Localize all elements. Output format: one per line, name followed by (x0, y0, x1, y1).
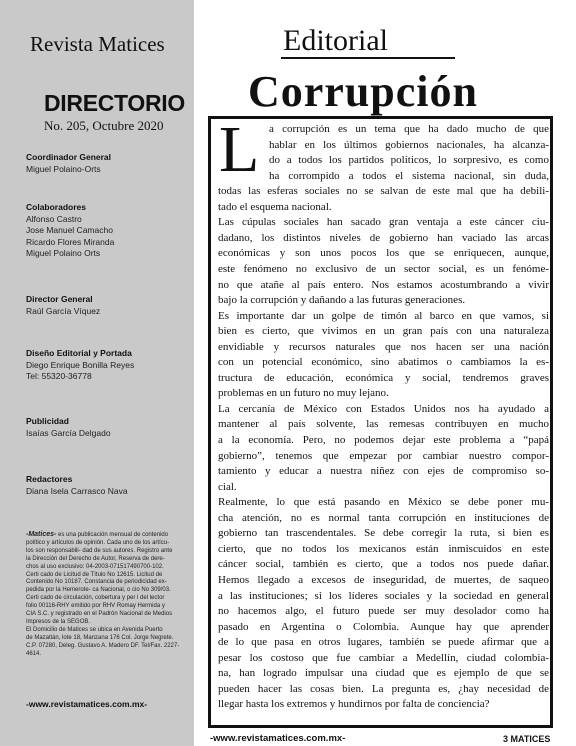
issue-number: No. 205, Octubre 2020 (44, 118, 164, 133)
article-line: bien es cierto, que vivimos en un gran país con una naturaleza (218, 325, 549, 338)
article-line: gobierno tan trascendentales. Se debe corregir la ruta, si bien es (218, 527, 549, 540)
article-body (208, 116, 553, 728)
credit-heading: Coordinador General (26, 152, 112, 162)
article-line: con un potencial económico, sino abatimos o cambiamos la es- (218, 356, 549, 369)
drop-cap: L (219, 116, 260, 186)
legal-line: pedida por la Hemerote- ca Nacional, o cio No 309/03. (26, 587, 171, 594)
legal-line: folio 00116-RHY emitido por RHV Romay Hermida y (26, 603, 165, 610)
credit-heading: Publicidad (26, 416, 69, 426)
credit-name: Miguel Polaino Orts (26, 248, 101, 258)
article-line: a corrupción es un tema que ha dado mucho de que (269, 123, 549, 135)
legal-line: político y artículos de opinión. Cada uno de los artícu- (26, 539, 170, 546)
section-underline (281, 57, 455, 59)
credit-name: Jose Manuel Camacho (26, 225, 113, 235)
footer-website-link[interactable]: -www.revistamatices.com.mx- (210, 733, 346, 744)
sidebar-website-link[interactable]: -www.revistamatices.com.mx- (26, 699, 148, 709)
legal-line: chos al uso exclusivo: 04-2003-071517490700-102. (26, 563, 164, 570)
article-line: todas las esferas sociales no se salvan de este mal que ha debili- (218, 185, 549, 198)
legal-line: Contenido No 10187. Constancia de periodicidad ex- (26, 579, 167, 586)
credit-redactores (26, 474, 191, 497)
article-line: este fenómeno no exclusivo de un sector social, es un fenóme- (218, 262, 549, 275)
page-number: 3 MATICES (503, 734, 551, 744)
article-line: problemas en un futuro no muy lejano. (218, 387, 389, 400)
article-line: ha corrompido a todos el sistema nacional, sin duda, (269, 169, 549, 182)
article-line: mantener al país solvente, las remesas contribuyen en mucho (218, 418, 549, 431)
credit-name: Ricardo Flores Miranda (26, 236, 115, 247)
article-line: tructura de educación, económica y social, tendremos graves (218, 371, 549, 384)
article-line: tado el esquema nacional. (218, 200, 332, 213)
article-line: bajo la corrupción y dañando a las futuras generaciones. (218, 294, 466, 307)
article-line: dadano, los distintos niveles de gobierno han vaciado las arcas (218, 231, 549, 244)
article-line: na, han logrado impulsar una ciudad que es ejemplo de que se (218, 667, 549, 680)
article-line: pesar los costoso que fue cambiar a Medellín, ciudad colombia- (218, 651, 549, 664)
legal-brand: -Matices- (26, 531, 57, 538)
legal-line: C.P. 07280, Deleg. Gustavo A. Madero DF. Tel/Fax. 2227- (26, 642, 180, 649)
article-line: pueden hacer las cosas bien. La pregunta es, ¿hay necesidad de (218, 682, 549, 695)
credit-name: Miguel Polaino-Orts (26, 163, 101, 174)
credit-name: Diana Isela Carrasco Nava (26, 485, 128, 496)
legal-line: Impresos de la SEGOB. (26, 618, 91, 625)
legal-line: de Mazatlán, lote 18, Manzana 176 Col. Jorge Negrete. (26, 634, 174, 641)
article-headline: Corrupción (248, 67, 478, 116)
article-line: cha atención, no es normal tanta corrupción en instituciones de (218, 511, 549, 524)
credit-colaboradores (26, 202, 191, 260)
article-line: Es importante dar un golpe de timón al barco en que vamos, si (218, 309, 549, 322)
article-line: a las instituciones; si los líderes sociales y la sociedad en general (218, 589, 549, 602)
article-line: cáncer social, también es cierto, que a todos nos puede dañar. (218, 558, 549, 571)
article-line: La cercanía de México con Estados Unidos nos ha ayudado a (218, 402, 549, 415)
credit-name: Raúl García Víquez (26, 305, 101, 316)
magazine-name: Revista Matices (30, 32, 165, 56)
legal-line: CIA S.C. y registrado en el Padrón Nacional de Medios (26, 611, 173, 618)
article-line: cierto, que no todos los mexicanos están inmiscuidos en este (218, 542, 549, 555)
credit-name: Alfonso Castro (26, 213, 82, 224)
credit-name: Diego Enrique Bonilla Reyes (26, 359, 135, 370)
legal-line: Certi cado de Licitud de Título No 12615. Licitud de (26, 571, 163, 578)
article-line: cial. (218, 480, 237, 493)
legal-line: los son responsabili- dad de sus autores. Registro ante (26, 547, 173, 554)
sidebar (0, 0, 194, 746)
legal-line: Certi cado de circulación, cobertura y per l del lector (26, 595, 165, 602)
credit-publicidad (26, 416, 191, 439)
directory-title: DIRECTORIO (44, 90, 185, 116)
article-line: no que atañe al país entero. Nos estamos acostumbrando a vivir (218, 278, 549, 291)
section-label: Editorial (283, 24, 388, 57)
legal-line: El Domicilio de Matices se ubica en Avenida Puerto (26, 626, 163, 633)
article-line: tamiento y educar a nuestra niñez con ejes de compromiso so- (218, 465, 549, 478)
article-line: económicas y son unos pocos los que se enriquecen, aunque, (218, 247, 549, 260)
article-line: hablar en los últimos gobiernos nacionales, ha alcanza- (269, 138, 549, 151)
article-line: de lo que pasa en otros lugares, también se puede afirmar que a (218, 636, 549, 649)
credit-heading: Redactores (26, 474, 73, 484)
article-line: Hemos llegado a excesos de inseguridad, de muertes, de saqueo (218, 573, 549, 586)
credit-phone: Tel: 55320-36778 (26, 371, 92, 381)
legal-line: 4614. (26, 650, 42, 657)
article-line: Realmente, lo que está pasando en México se debe poner mu- (218, 496, 549, 509)
article-line: a la economía. Pero, no podemos dejar este problema a “papá (218, 434, 549, 446)
article-line: Las cúpulas sociales han sacado gran ventaja a este cáncer ciu- (218, 216, 549, 229)
credit-director (26, 294, 191, 317)
article-line: no hacemos algo, el futuro puede ser muy desolador como ha (218, 605, 549, 618)
credit-coordinador (26, 152, 191, 175)
article-line: llegar hasta los extremos y hundirnos por falta de conciencia? (218, 698, 490, 711)
article-line: do a todos los partidos políticos, lo sorpresivo, es como (269, 154, 549, 167)
legal-line: es una publicación mensual de contenido (58, 532, 169, 538)
article-line: gobierno”, tenemos que empezar por cambiar nuestro compor- (218, 449, 549, 462)
legal-notice (26, 531, 190, 659)
credit-heading: Colaboradores (26, 202, 86, 212)
credit-heading: Diseño Editorial y Portada (26, 348, 132, 358)
article-line: envidiable y recursos naturales que nos hacen ser una nación (218, 340, 549, 353)
article-line: pasado en Argentina o Colombia. Aunque hay que aprender (218, 620, 549, 633)
credit-name: Isaías García Delgado (26, 427, 111, 438)
legal-line: la Dirección del Derecho de Autor, Reserva de dere- (26, 555, 165, 562)
credit-diseno (26, 348, 191, 383)
credit-heading: Director General (26, 294, 93, 304)
